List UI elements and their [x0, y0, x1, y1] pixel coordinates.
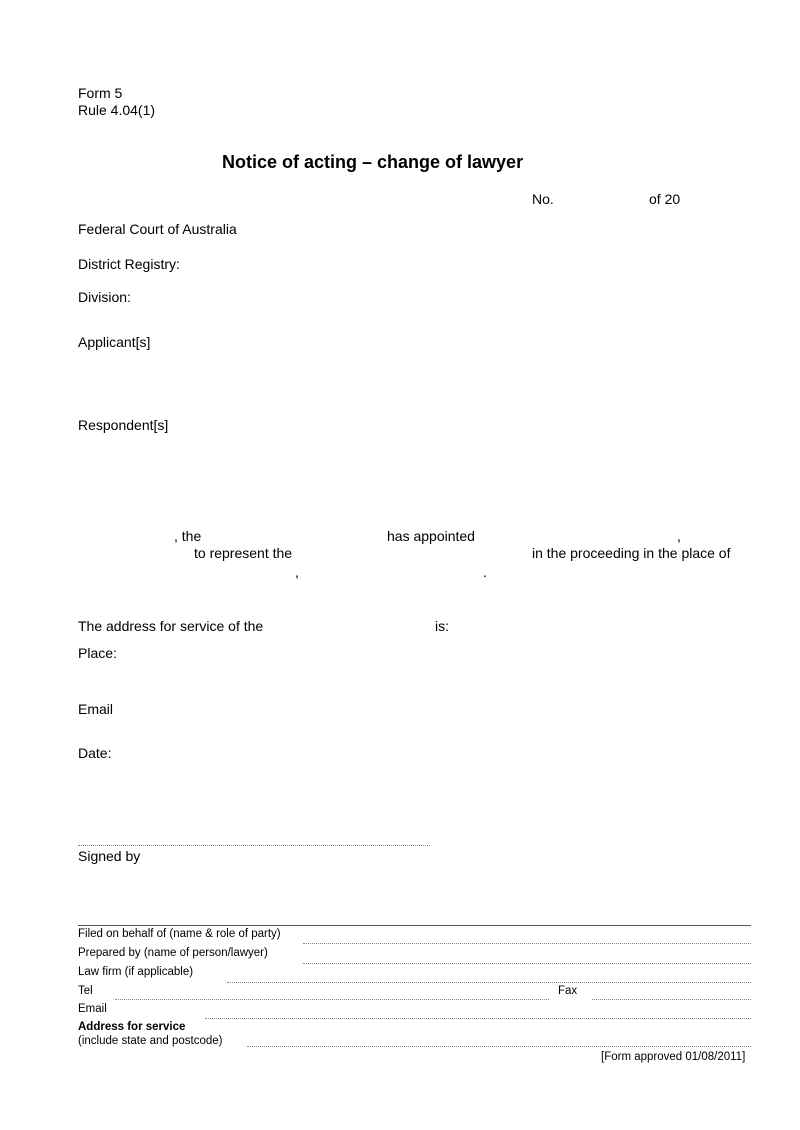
respondent-label: Respondent[s]	[78, 417, 169, 433]
case-number-label: No.	[532, 191, 554, 207]
body-fragment-in-proceeding: in the proceeding in the place of	[532, 545, 731, 561]
address-line	[247, 1046, 751, 1047]
address-note: (include state and postcode)	[78, 1035, 223, 1047]
body-fragment-has-appointed: has appointed	[387, 528, 475, 544]
body-fragment-comma-2: ,	[295, 564, 299, 580]
body-fragment-to-represent: to represent the	[194, 545, 293, 561]
applicant-label: Applicant[s]	[78, 334, 151, 350]
place-label: Place:	[78, 645, 117, 661]
signature-line	[78, 845, 430, 846]
filed-on-behalf-label: Filed on behalf of (name & role of party)	[78, 928, 281, 940]
court-name: Federal Court of Australia	[78, 221, 237, 237]
prepared-by-label: Prepared by (name of person/lawyer)	[78, 947, 268, 959]
email-label: Email	[78, 701, 114, 717]
district-registry-label: District Registry:	[78, 256, 180, 272]
filed-on-behalf-line	[303, 943, 751, 944]
body-fragment-the: , the	[174, 528, 202, 544]
rule-reference: Rule 4.04(1)	[78, 102, 156, 118]
address-for-service-is: is:	[435, 618, 449, 634]
date-label: Date:	[78, 745, 112, 761]
fax-label: Fax	[558, 985, 578, 997]
body-fragment-comma: ,	[677, 528, 681, 544]
signed-by-label: Signed by	[78, 848, 141, 864]
tel-label: Tel	[78, 985, 93, 997]
case-year-label: of 20	[649, 191, 681, 207]
body-fragment-period: .	[483, 564, 487, 580]
page-title: Notice of acting – change of lawyer	[222, 152, 524, 172]
fax-line	[592, 999, 751, 1000]
tel-line	[115, 999, 549, 1000]
footer-divider	[78, 925, 751, 926]
law-firm-label: Law firm (if applicable)	[78, 966, 194, 978]
prepared-by-line	[303, 963, 751, 964]
form-approved-note: [Form approved 01/08/2011]	[601, 1051, 746, 1063]
address-for-service-label: The address for service of the	[78, 618, 264, 634]
address-for-service-heading: Address for service	[78, 1021, 186, 1033]
division-label: Division:	[78, 289, 131, 305]
footer-email-label: Email	[78, 1003, 107, 1015]
form-number: Form 5	[78, 85, 123, 101]
footer-email-line	[205, 1018, 751, 1019]
law-firm-line	[227, 982, 751, 983]
